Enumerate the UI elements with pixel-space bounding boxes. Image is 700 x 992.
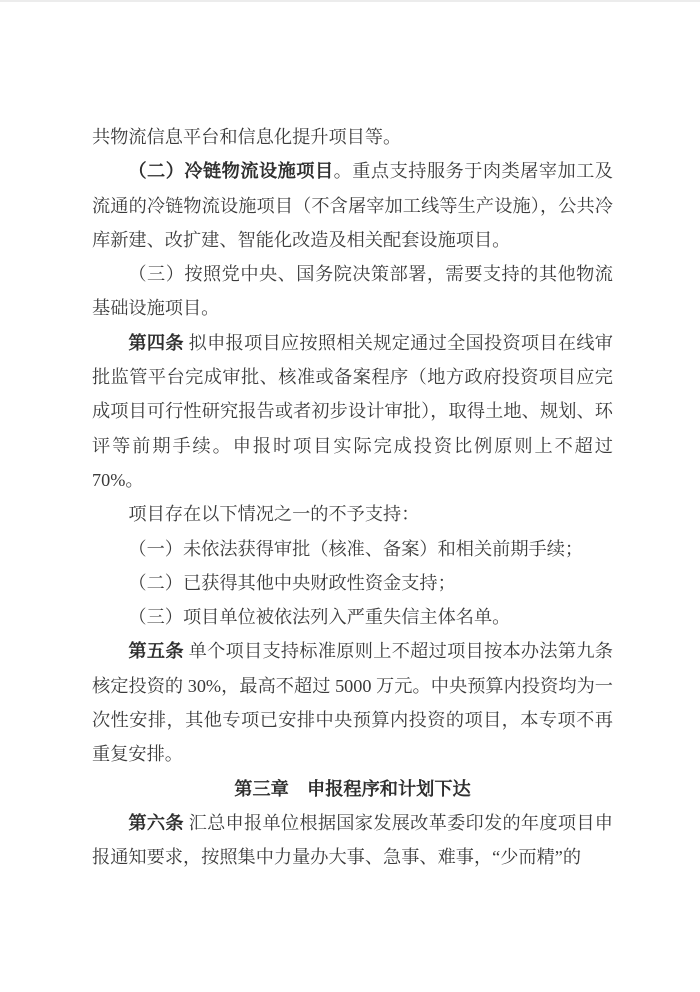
chapter-heading	[92, 772, 613, 806]
paragraph-text: 。重点支持服务于肉类屠宰加工及流通的冷链物流设施项目（不含屠宰加工线等生产设施），公共冷库新建、改扩建、智能化改造及相关配套设施项目。	[92, 161, 613, 250]
paragraph-text: 项目存在以下情况之一的不予支持：	[128, 504, 420, 525]
paragraph-text: 单个项目支持标准原则上不超过项目按本办法第九条核定投资的 30%，最高不超过 5000 万元。中央预算内投资均为一次性安排，其他专项已安排中央预算内投资的项目，本专项不再重复安排。	[92, 641, 613, 765]
paragraph-text: 拟申报项目应按照相关规定通过全国投资项目在线审批监管平台完成审批、核准或备案程序（地方政府投资项目应完成项目可行性研究报告或者初步设计审批），取得土地、规划、环评等前期手续。申报时项目实际完成投资比例原则上不超过70%。	[92, 332, 613, 490]
document-body	[92, 120, 613, 875]
article-number-label: 第五条	[128, 641, 184, 662]
paragraph	[92, 634, 613, 771]
paragraph	[92, 566, 613, 600]
paragraph	[92, 326, 613, 497]
paragraph	[92, 806, 613, 875]
paragraph-text: （二）已获得其他中央财政性资金支持；	[128, 572, 456, 593]
article-number-label: 第四条	[128, 332, 184, 353]
paragraph-text: （一）未依法获得审批（核准、备案）和相关前期手续；	[128, 538, 584, 559]
paragraph	[92, 532, 613, 566]
paragraph-text: （三）按照党中央、国务院决策部署，需要支持的其他物流基础设施项目。	[92, 264, 613, 319]
paragraph	[92, 497, 613, 531]
paragraph	[92, 600, 613, 634]
paragraph	[92, 257, 613, 326]
paragraph-text: 汇总申报单位根据国家发展改革委印发的年度项目申报通知要求，按照集中力量办大事、急事、难事，“少而精”的	[92, 812, 613, 868]
article-number-label: 第六条	[128, 812, 184, 833]
paragraph-text: （三）项目单位被依法列入严重失信主体名单。	[128, 607, 511, 628]
article-number-label: （二）冷链物流设施项目	[128, 161, 334, 182]
paragraph	[92, 154, 613, 257]
paragraph	[92, 120, 613, 154]
chapter-heading-text: 第三章 申报程序和计划下达	[234, 778, 471, 799]
paragraph-text: 共物流信息平台和信息化提升项目等。	[92, 127, 402, 147]
